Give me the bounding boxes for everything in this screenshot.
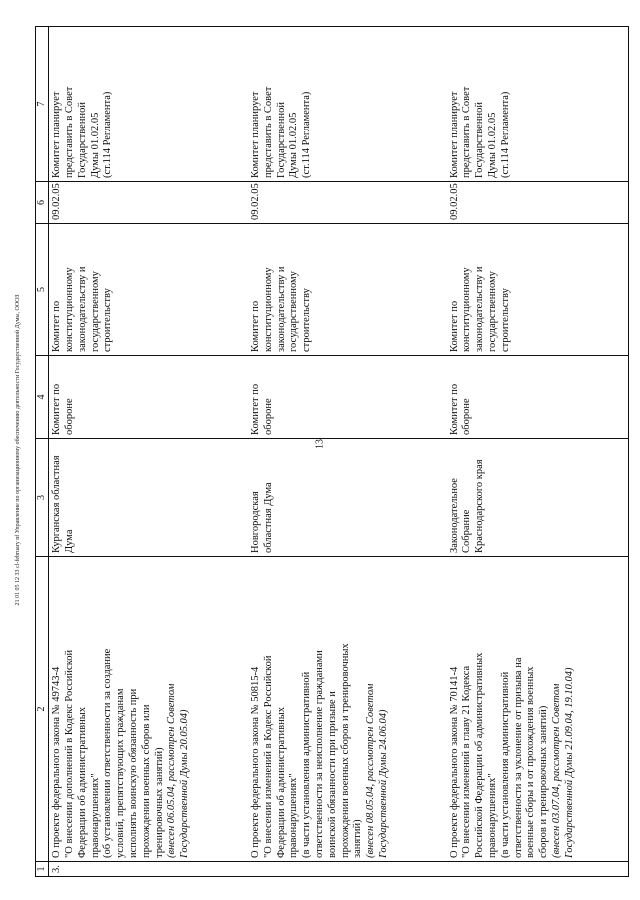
bill-description-line: "О внесении изменений в главу 21 Кодекса (461, 665, 473, 858)
row-number-line: 3. (51, 865, 63, 873)
bill-description (248, 557, 447, 862)
committee-note-line: Комитет планирует (448, 91, 460, 178)
co-committee-line: строительству (499, 288, 511, 352)
header-cell: 7 (36, 27, 49, 182)
bills-table (35, 26, 629, 877)
co-committee-line: конституционному (63, 267, 75, 352)
committee-note-line: Государственной (474, 102, 486, 178)
bill-description-note-line: (внесен 06.05.04, рассмотрен Советом (166, 683, 178, 858)
header-cell: 3 (36, 439, 49, 557)
co-committee-line: законодательству и (275, 266, 287, 352)
committee-note-line: представить в Совет (262, 86, 274, 178)
bill-author-line: Дума (63, 529, 75, 553)
header-cell: 6 (36, 182, 49, 224)
row-number (447, 862, 629, 877)
table-row (447, 27, 629, 877)
responsible-committee (248, 356, 447, 439)
responsible-committee-line: обороне (63, 398, 75, 435)
committee-note-line: Думы 01.02.05 (89, 112, 101, 178)
bill-description (447, 557, 629, 862)
bill-description-line: воинской обязанности при призыве и (326, 691, 338, 858)
bill-author-line: Собрание (461, 509, 473, 553)
committee-note-line: Думы 01.02.05 (288, 112, 300, 178)
committee-note-line: (ст.114 Регламента) (102, 91, 114, 178)
bill-description-line: исполнять воинскую обязанность при (127, 688, 139, 858)
bill-description-line: О проекте федерального закона № 70141-4 (448, 666, 460, 858)
co-committee-line: Комитет по (250, 300, 262, 352)
bill-description-line: Федерации об административных (275, 706, 287, 858)
responsible-committee (49, 356, 248, 439)
bill-description-line: "О внесении дополнений в Кодекс Российской (63, 649, 75, 858)
co-committee-line: государственному (487, 271, 499, 352)
review-date (248, 182, 447, 224)
bill-author-line: Новгородская (250, 491, 262, 553)
bill-description-line: (в части установления административной (301, 671, 313, 858)
committee-note-line: (ст.114 Регламента) (301, 91, 313, 178)
review-date (447, 182, 629, 224)
bill-description-note-line: (внесен 08.05.04, рассмотрен Советом (365, 683, 377, 858)
bill-description (49, 557, 248, 862)
table-row (248, 27, 447, 877)
bill-description-line: правонарушениях" (288, 773, 300, 858)
co-committee-line: строительству (301, 288, 313, 352)
bill-author-line: Законодательное (448, 478, 460, 553)
footer-text: 21 01 05 12 33 cl-february nf Управление по организационному обеспечению деятельности Государственной Думы, ОООЗ (15, 294, 21, 606)
bill-author-line: областная Дума (262, 482, 274, 553)
committee-note (447, 27, 629, 182)
responsible-committee-line: Комитет по (448, 383, 460, 435)
bill-author (248, 439, 447, 557)
responsible-committee-line: обороне (461, 398, 473, 435)
bill-description-note-line: Государственной Думы 20.05.04) (179, 709, 191, 858)
review-date-line: 09.02.05 (250, 183, 262, 220)
co-committee-line: законодательству и (76, 266, 88, 352)
bill-author (49, 439, 248, 557)
responsible-committee-line: Комитет по (250, 383, 262, 435)
committee-note (248, 27, 447, 182)
responsible-committee-line: обороне (262, 398, 274, 435)
bill-description-line: Российской Федерации об административных (474, 652, 486, 858)
bill-description-line: военные сборы и от прохождения военных (525, 666, 537, 858)
bill-description-line: правонарушениях" (89, 773, 101, 858)
committee-note-line: представить в Совет (63, 86, 75, 178)
co-committee (248, 224, 447, 356)
bill-author (447, 439, 629, 557)
co-committee-line: Комитет по (51, 300, 63, 352)
co-committee-line: законодательству и (474, 266, 486, 352)
bill-description-line: О проекте федерального закона № 50815-4 (250, 666, 262, 858)
co-committee-line: конституционному (262, 267, 274, 352)
header-cell: 5 (36, 224, 49, 356)
co-committee (49, 224, 248, 356)
header-cell: 2 (36, 557, 49, 862)
responsible-committee (447, 356, 629, 439)
bill-description-line: занятий) (352, 819, 364, 858)
co-committee-line: строительству (102, 288, 114, 352)
bill-description-line: ответственности за уклонение от призыва на (512, 657, 524, 858)
co-committee (447, 224, 629, 356)
bill-description-note-line: Государственной Думы 24.06.04) (378, 709, 389, 858)
bill-description-line: "О внесении изменений в Кодекс Российской (262, 655, 274, 858)
bill-description-line: Федерации об административных (76, 706, 88, 858)
committee-note-line: Комитет планирует (250, 91, 262, 178)
bill-description-line: О проекте федерального закона № 49743-4 (51, 666, 63, 858)
bill-description-line: сборов и тренировочных занятий) (538, 705, 550, 858)
committee-note-line: Комитет планирует (51, 91, 63, 178)
review-date-line: 09.02.05 (51, 183, 63, 220)
co-committee-line: конституционному (461, 267, 473, 352)
header-cell: 1 (36, 862, 49, 877)
bill-description-note-line: Государственной Думы 21.09.04, 19.10.04) (563, 667, 575, 858)
bill-description-note-line: (внесен 03.07.04, рассмотрен Советом (551, 683, 563, 858)
review-date (49, 182, 248, 224)
bill-description-line: правонарушениях" (487, 773, 499, 858)
bill-description-line: прохождении военных сборов и тренировочных (339, 643, 351, 858)
committee-note-line: (ст.114 Регламента) (499, 91, 511, 178)
review-date-line: 09.02.05 (448, 183, 460, 220)
bill-author-line: Краснодарского края (474, 459, 486, 553)
page-number: 13 (314, 439, 326, 449)
bill-description-line: условий, препятствующих гражданам (115, 688, 127, 858)
committee-note-line: Государственной (275, 102, 287, 178)
bill-description-line: прохождении военных сборов или (140, 704, 152, 858)
responsible-committee-line: Комитет по (51, 383, 63, 435)
header-cell: 4 (36, 356, 49, 439)
row-number (49, 862, 248, 877)
co-committee-line: государственному (89, 271, 101, 352)
committee-note (49, 27, 248, 182)
bill-description-line: (в части установления административной (499, 671, 511, 858)
bill-description-line: тренировочных занятий) (153, 747, 165, 858)
bill-description-line: ответственности за неисполнение гражданами (314, 650, 326, 858)
bill-description-line: (об установлении ответственности за создание (102, 648, 114, 858)
table-row (49, 27, 248, 877)
header-row (36, 27, 49, 877)
co-committee-line: государственному (288, 271, 300, 352)
committee-note-line: Государственной (76, 102, 88, 178)
rotated-table-container (35, 27, 629, 877)
committee-note-line: представить в Совет (461, 86, 473, 178)
co-committee-line: Комитет по (448, 300, 460, 352)
row-number (248, 862, 447, 877)
bill-author-line: Курганская областная (51, 455, 63, 553)
committee-note-line: Думы 01.02.05 (487, 112, 499, 178)
